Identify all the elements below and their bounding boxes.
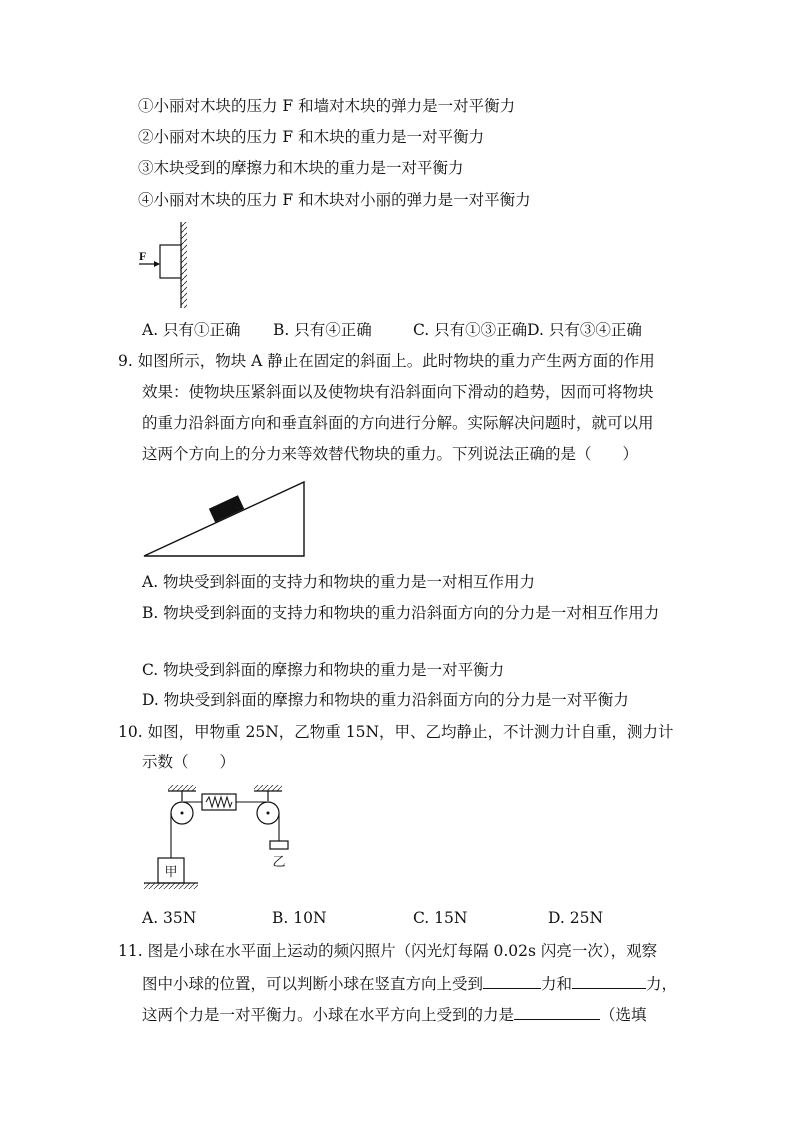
q8-statement-2: ②小丽对木块的压力 F 和木块的重力是一对平衡力 (138, 128, 485, 146)
q8-wall-block-figure (130, 218, 200, 310)
q9-option-a[interactable]: A. 物块受到斜面的支持力和物块的重力是一对相互作用力 (142, 573, 536, 591)
q9-line-1: 9. 如图所示，物块 A 静止在固定的斜面上。此时物块的重力产生两方面的作用 (118, 352, 655, 370)
q8-statement-3: ③木块受到的摩擦力和木块的重力是一对平衡力 (138, 159, 464, 177)
wooden-block (160, 245, 181, 278)
force-arrowhead (154, 261, 160, 267)
q9-line-3: 的重力沿斜面方向和垂直斜面的方向进行分解。实际解决问题时，就可以用 (142, 414, 654, 432)
q11-line-2 (142, 972, 677, 994)
q11-line-3 (142, 1003, 647, 1025)
q9-option-d[interactable]: D. 物块受到斜面的摩擦力和物块的重力沿斜面方向的分力是一对平衡力 (142, 691, 629, 709)
q11-line-2-text-a: 图中小球的位置，可以判断小球在竖直方向上受到 (142, 975, 484, 993)
ground-hatch (144, 883, 198, 889)
q9-option-c[interactable]: C. 物块受到斜面的摩擦力和物块的重力是一对平衡力 (142, 661, 505, 679)
q11-blank-1[interactable] (483, 972, 541, 989)
force-label: F (139, 249, 147, 263)
wall-hatching (181, 222, 187, 308)
q11-blank-3[interactable] (514, 1003, 600, 1020)
left-ceiling-hatch (168, 785, 196, 791)
q10-option-c[interactable]: C. 15N (413, 909, 468, 927)
yi-label: 乙 (272, 855, 286, 870)
q8-statement-4: ④小丽对木块的压力 F 和木块对小丽的弹力是一对平衡力 (138, 191, 531, 209)
q10-line-1: 10. 如图，甲物重 25N，乙物重 15N，甲、乙均静止，不计测力计自重，测力计 (118, 723, 674, 741)
q10-line-2: 示数（ ） (142, 753, 236, 771)
q10-option-a[interactable]: A. 35N (142, 909, 197, 927)
jia-label: 甲 (164, 865, 178, 880)
q8-option-cd[interactable]: C. 只有①③正确D. 只有③④正确 (413, 321, 642, 339)
q11-blank-2[interactable] (572, 972, 646, 989)
q8-option-a[interactable]: A. 只有①正确 (142, 321, 241, 339)
right-ceiling-hatch (254, 785, 282, 791)
q10-option-b[interactable]: B. 10N (272, 909, 327, 927)
q11-line-1: 11. 图是小球在水平面上运动的频闪照片（闪光灯每隔 0.02s 闪亮一次），观察 (118, 942, 658, 960)
q10-option-d[interactable]: D. 25N (548, 909, 604, 927)
q11-line-2-text-b: 力和 (541, 975, 573, 993)
q9-line-4: 这两个方向上的分力来等效替代物块的重力。下列说法正确的是（ ） (142, 445, 639, 463)
q11-line-3-text-a: 这两个力是一对平衡力。小球在水平方向上受到的力是 (142, 1006, 515, 1024)
q8-option-b[interactable]: B. 只有④正确 (273, 321, 372, 339)
q10-pulley-figure (140, 783, 310, 898)
q9-incline-figure (140, 478, 310, 560)
q11-line-2-text-c: 力， (646, 975, 678, 993)
incline-triangle (144, 482, 304, 556)
q11-line-3-text-b: （选填 (600, 1006, 647, 1024)
q8-statement-1: ①小丽对木块的压力 F 和墙对木块的弹力是一对平衡力 (138, 97, 516, 115)
object-yi (270, 841, 288, 849)
q9-line-2: 效果：使物块压紧斜面以及使物块有沿斜面向下滑动的趋势，因而可将物块 (142, 383, 654, 401)
q9-option-b[interactable]: B. 物块受到斜面的支持力和物块的重力沿斜面方向的分力是一对相互作用力 (142, 604, 660, 622)
